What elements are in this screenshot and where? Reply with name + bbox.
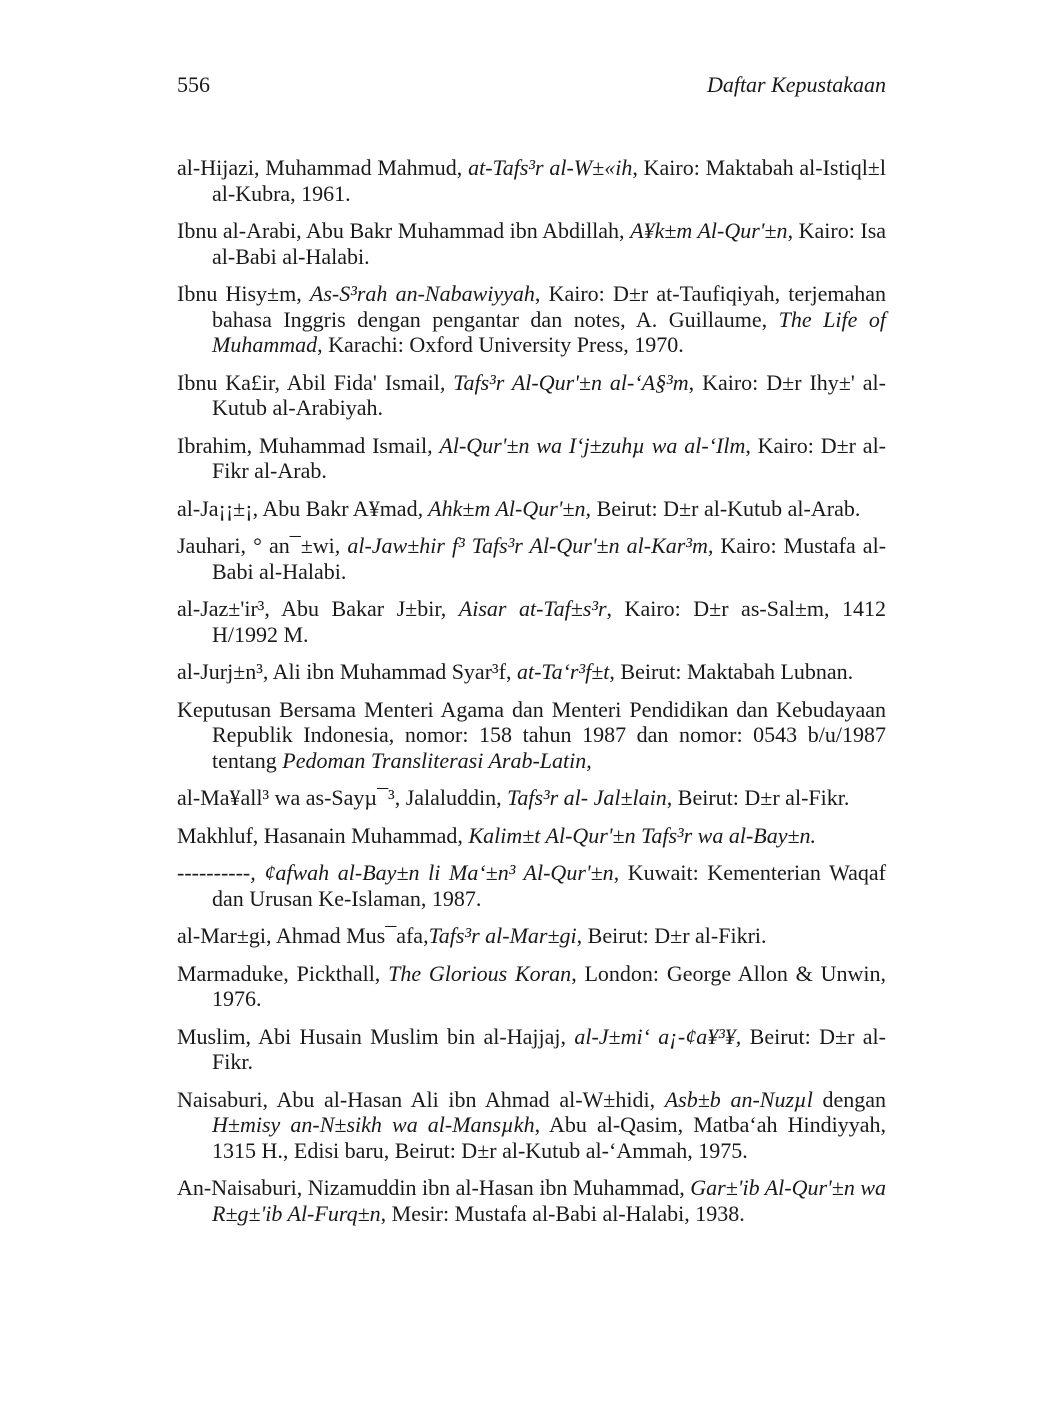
- bibliography-entry: Jauhari, ° an¯±wi, al-Jaw±hir f³ Tafs³r Al-Qur'±n al-Kar³m, Kairo: Mustafa al-Babi al-Halabi.: [177, 533, 887, 584]
- page-number: 556: [177, 72, 210, 97]
- bibliography-entry: Naisaburi, Abu al-Hasan Ali ibn Ahmad al-W±hidi, Asb±b an-Nuzµl dengan H±misy an-N±sikh wa al-Mansµkh, Abu al-Qasim, Matba‘ah Hindiyyah, 1315 H., Edisi baru, Beirut: D±r al-Kutub al-‘Ammah, 1975.: [177, 1086, 886, 1163]
- bibliography-entry: An-Naisaburi, Nizamuddin ibn al-Hasan ibn Muhammad, Gar±'ib Al-Qur'±n wa R±g±'ib Al-Furq±n, Mesir: Mustafa al-Babi al-Halabi, 1938.: [177, 1175, 886, 1226]
- bibliography-entry: al-Ja¡¡±¡, Abu Bakr A¥mad, Ahk±m Al-Qur'±n, Beirut: D±r al-Kutub al-Arab.: [177, 495, 861, 521]
- bibliography-entry: Marmaduke, Pickthall, The Glorious Koran, London: George Allon & Unwin, 1976.: [177, 960, 886, 1011]
- bibliography-list: [177, 155, 886, 1238]
- bibliography-entry: al-Ma¥all³ wa as-Sayµ¯³, Jalaluddin, Tafs³r al- Jal±lain, Beirut: D±r al-Fikr.: [177, 785, 850, 810]
- page-header: [177, 72, 886, 98]
- bibliography-entry: Muslim, Abi Husain Muslim bin al-Hajjaj, al-J±mi‘ a¡-¢a¥³¥, Beirut: D±r al-Fikr.: [177, 1023, 887, 1074]
- running-title: Daftar Kepustakaan: [706, 72, 886, 97]
- bibliography-entry: Ibnu Hisy±m, As-S³rah an-Nabawiyyah, Kairo: D±r at-Taufiqiyah, terjemahan bahasa Inggris dengan pengantar dan notes, A. Guillaume, The Life of Muhammad, Karachi: Oxford University Press, 1970.: [177, 281, 887, 357]
- bibliography-entry: al-Jurj±n³, Ali ibn Muhammad Syar³f, at-Ta‘r³f±t, Beirut: Maktabah Lubnan.: [177, 659, 854, 684]
- bibliography-entry: al-Mar±gi, Ahmad Mus¯afa,Tafs³r al-Mar±gi, Beirut: D±r al-Fikri.: [177, 923, 767, 948]
- bibliography-entry: al-Jaz±'ir³, Abu Bakar J±bir, Aisar at-Taf±s³r, Kairo: D±r as-Sal±m, 1412 H/1992 M.: [177, 596, 887, 647]
- bibliography-entry: ----------, ¢afwah al-Bay±n li Ma‘±n³ Al-Qur'±n, Kuwait: Kementerian Waqaf dan Urusan Ke-Islaman, 1987.: [177, 860, 886, 911]
- bibliography-entry: Ibnu al-Arabi, Abu Bakr Muhammad ibn Abdillah, A¥k±m Al-Qur'±n, Kairo: Isa al-Babi al-Halabi.: [177, 218, 887, 269]
- bibliography-entry: Keputusan Bersama Menteri Agama dan Menteri Pendidikan dan Kebudayaan Republik Indonesia, nomor: 158 tahun 1987 dan nomor: 0543 b/u/1987 tentang Pedoman Transliterasi Arab-Latin,: [177, 696, 886, 773]
- bibliography-entry: Makhluf, Hasanain Muhammad, Kalim±t Al-Qur'±n Tafs³r wa al-Bay±n.: [177, 822, 817, 848]
- bibliography-entry: Ibnu Ka£ir, Abil Fida' Ismail, Tafs³r Al-Qur'±n al-‘A§³m, Kairo: D±r Ihy±' al-Kutub al-Arabiyah.: [177, 369, 886, 420]
- bibliography-entry: al-Hijazi, Muhammad Mahmud, at-Tafs³r al-W±«ih, Kairo: Maktabah al-Istiql±l al-Kubra, 1961.: [177, 155, 886, 206]
- bibliography-entry: Ibrahim, Muhammad Ismail, Al-Qur'±n wa I‘j±zuhµ wa al-‘Ilm, Kairo: D±r al-Fikr al-Arab.: [177, 432, 887, 483]
